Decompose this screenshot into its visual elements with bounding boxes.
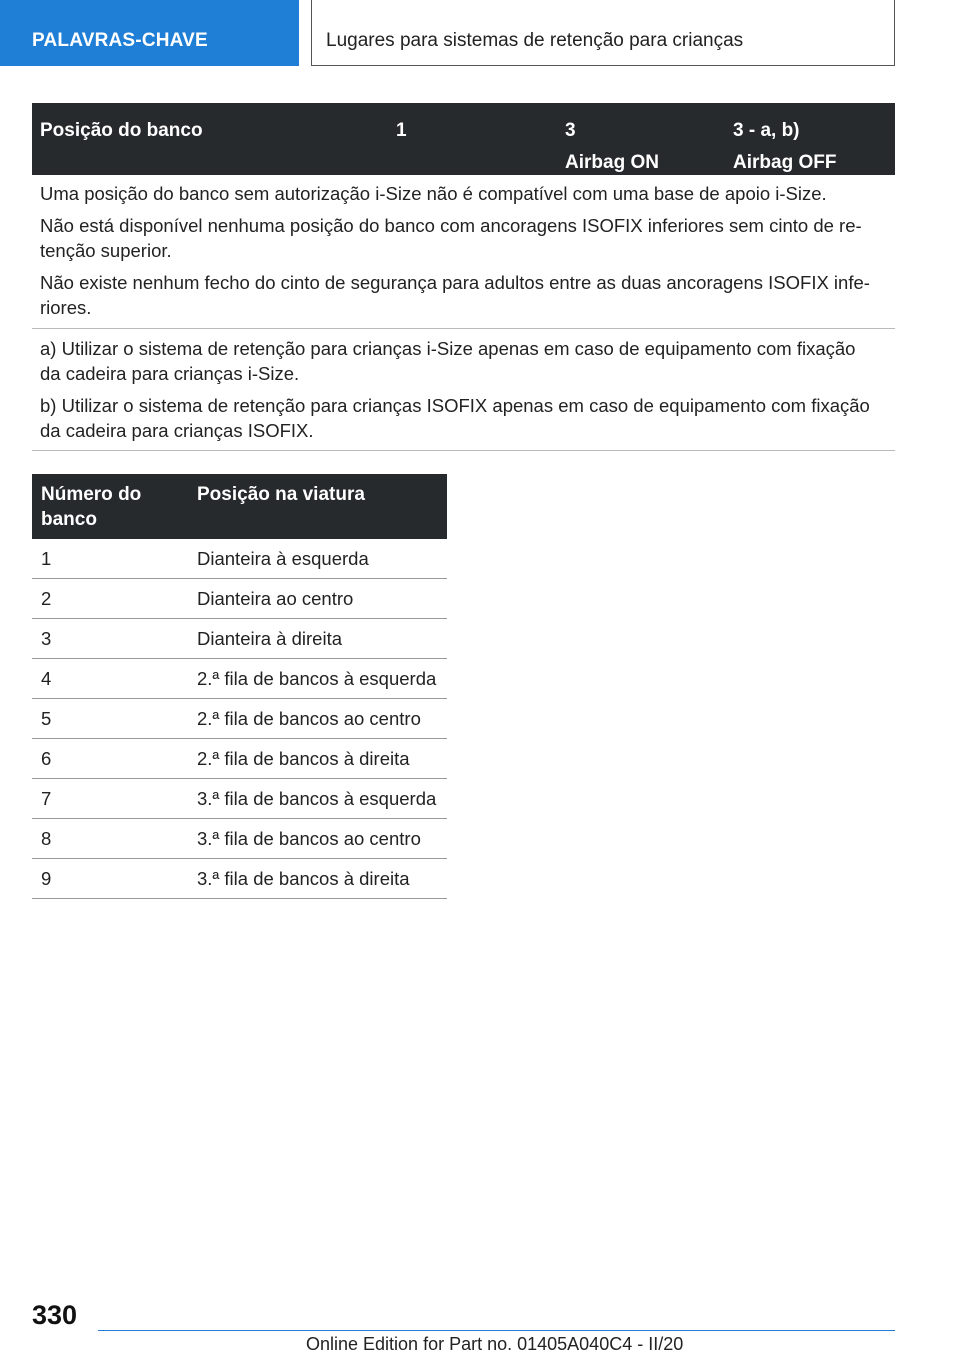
table1-header-seat-3-airbag-on: 3 Airbag ON bbox=[565, 120, 659, 173]
vehicle-position-cell: 3.ª fila de bancos ao centro bbox=[197, 828, 421, 849]
table1-body-paragraph: Não está disponível nenhuma posição do banco com ancoragens ISOFIX inferiores sem cinto de re-tenção superior. bbox=[40, 215, 862, 261]
table1-body-paragraph: Não existe nenhum fecho do cinto de segurança para adultos entre as duas ancoragens ISOFIX infe-riores. bbox=[40, 272, 870, 318]
vehicle-position-cell: 2.ª fila de bancos à direita bbox=[197, 748, 410, 769]
seat-number-cell: 7 bbox=[41, 788, 52, 809]
table1-body bbox=[32, 176, 895, 320]
footer-divider bbox=[98, 1330, 895, 1331]
seat-number-cell: 6 bbox=[41, 748, 52, 769]
divider bbox=[32, 450, 895, 451]
vehicle-position-cell: 2.ª fila de bancos ao centro bbox=[197, 708, 421, 729]
footnote-a: a) Utilizar o sistema de retenção para crianças i-Size apenas em caso de equipamento com fixação da cadeira para crianças i-Size. bbox=[40, 338, 856, 384]
seat-number-cell: 1 bbox=[41, 548, 52, 569]
vehicle-position-cell: 3.ª fila de bancos à direita bbox=[197, 868, 410, 889]
vehicle-position-cell: 3.ª fila de bancos à esquerda bbox=[197, 788, 437, 809]
table-row bbox=[32, 699, 447, 739]
table2-header-seat-number: Número do banco bbox=[41, 484, 142, 530]
table1-body-paragraph: Uma posição do banco sem autorização i-Size não é compatível com uma base de apoio i-Size. bbox=[40, 183, 827, 204]
table2-header-row bbox=[32, 474, 447, 539]
table1-header-seat-1: 1 bbox=[396, 120, 407, 141]
vehicle-position-cell: Dianteira ao centro bbox=[197, 588, 354, 609]
table-row bbox=[32, 619, 447, 659]
table-row bbox=[32, 579, 447, 619]
seat-number-cell: 2 bbox=[41, 588, 52, 609]
table1-header-seat-3-airbag-off: 3 - a, b) Airbag OFF bbox=[733, 120, 837, 173]
table1-header-row bbox=[32, 103, 895, 175]
table-row bbox=[32, 859, 447, 899]
table2-header-vehicle-position: Posição na viatura bbox=[197, 484, 365, 505]
table-row bbox=[32, 739, 447, 779]
page-number: 330 bbox=[32, 1300, 78, 1330]
seat-number-cell: 9 bbox=[41, 868, 52, 889]
section-tab[interactable]: PALAVRAS-CHAVE bbox=[0, 0, 299, 66]
seat-number-table bbox=[32, 474, 447, 899]
vehicle-position-cell: 2.ª fila de bancos à esquerda bbox=[197, 668, 437, 689]
seat-number-cell: 3 bbox=[41, 628, 52, 649]
table-row bbox=[32, 779, 447, 819]
table-row bbox=[32, 539, 447, 579]
vehicle-position-cell: Dianteira à direita bbox=[197, 628, 342, 649]
table1-notes bbox=[32, 336, 895, 443]
table1-header-seat-position: Posição do banco bbox=[40, 120, 203, 141]
seat-number-cell: 4 bbox=[41, 668, 52, 689]
page-title: Lugares para sistemas de retenção para crianças bbox=[311, 0, 895, 66]
seat-number-cell: 5 bbox=[41, 708, 52, 729]
footnote-b: b) Utilizar o sistema de retenção para crianças ISOFIX apenas em caso de equipamento com fixação da cadeira para crianças ISOFIX. bbox=[40, 395, 870, 441]
table-row bbox=[32, 659, 447, 699]
table-row bbox=[32, 819, 447, 859]
footer-edition-text: Online Edition for Part no. 01405A040C4 - II/20 bbox=[306, 1334, 684, 1354]
seat-number-cell: 8 bbox=[41, 828, 52, 849]
divider bbox=[32, 328, 895, 329]
vehicle-position-cell: Dianteira à esquerda bbox=[197, 548, 369, 569]
